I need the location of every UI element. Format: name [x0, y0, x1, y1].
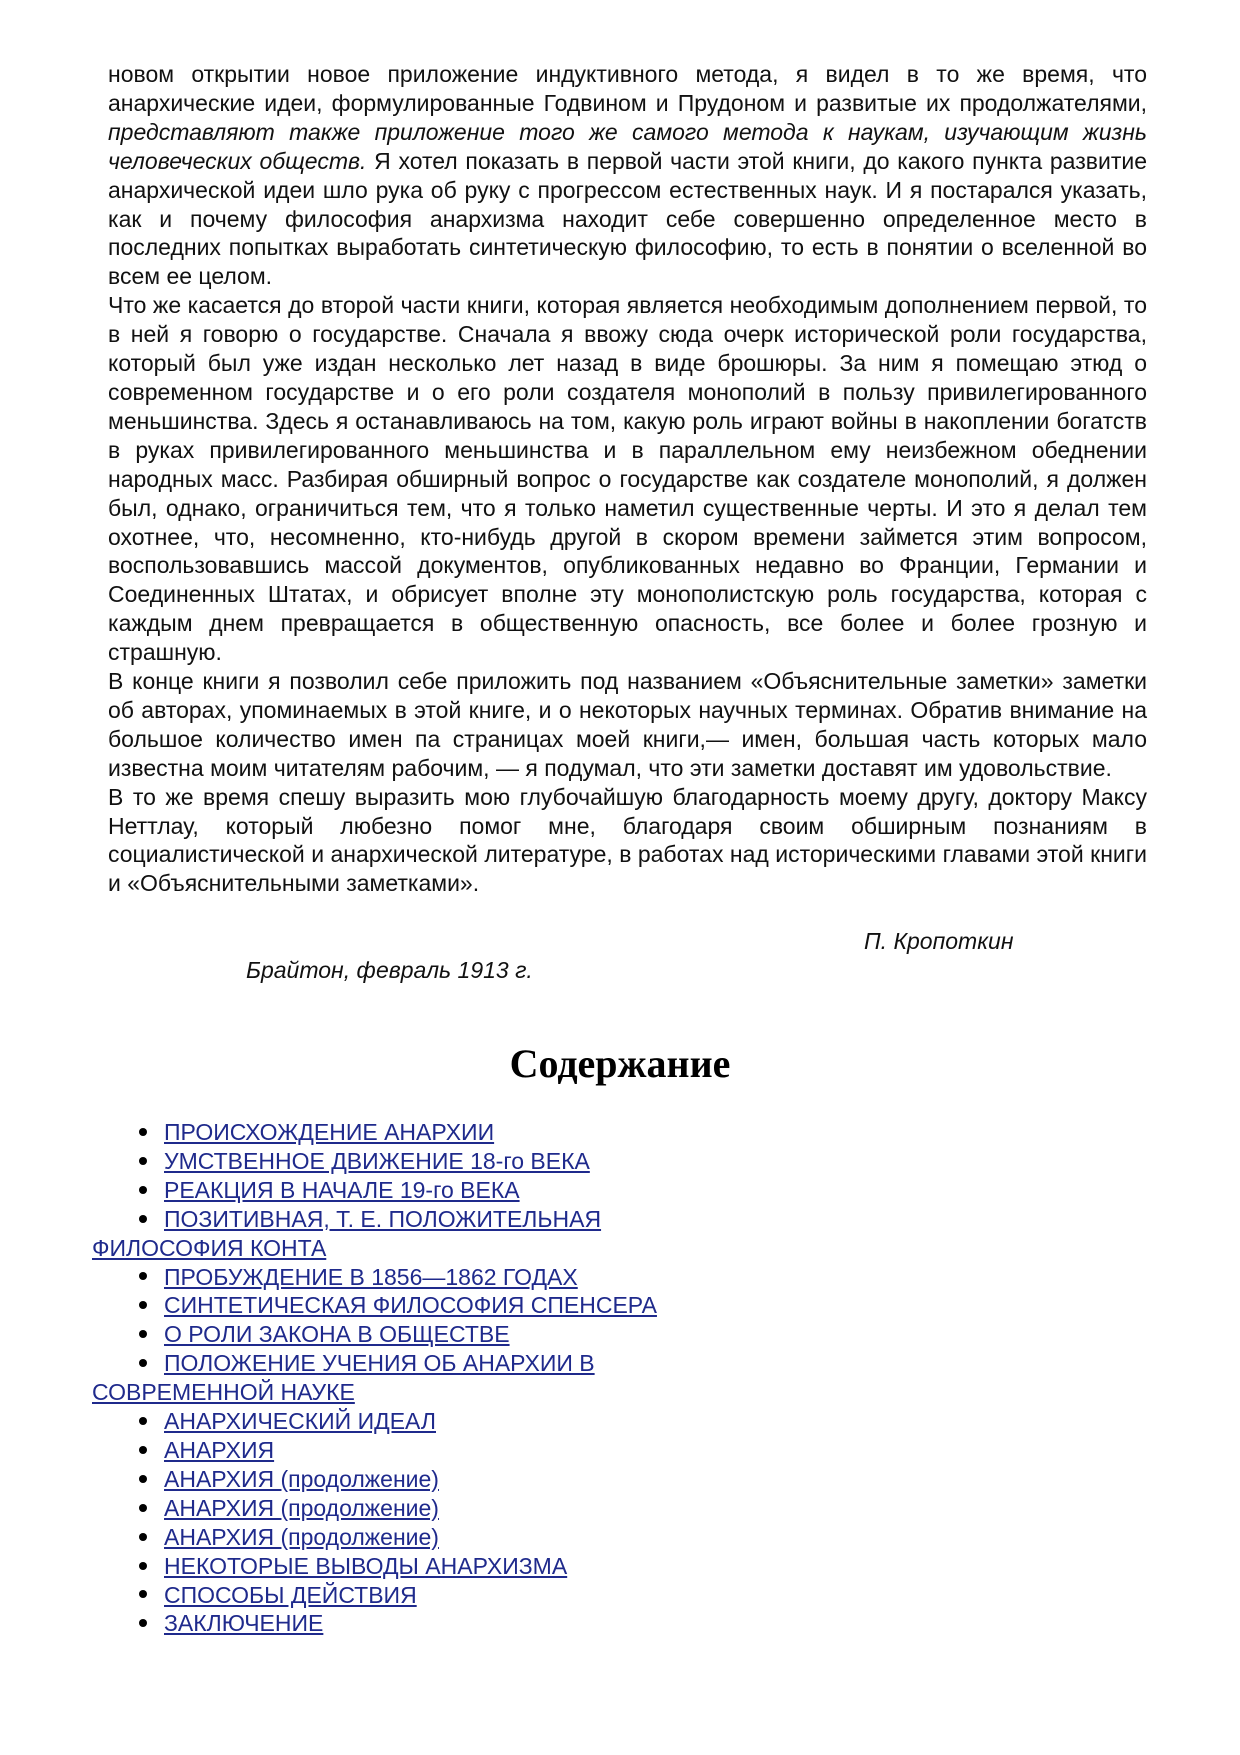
- contents-link[interactable]: АНАРХИЯ (продолжение): [164, 1494, 439, 1521]
- contents-item: [92, 1609, 1152, 1638]
- preface-text: [108, 60, 1147, 898]
- contents-item: [92, 1552, 1152, 1581]
- author-signature: П. Кропоткин: [864, 928, 1014, 954]
- contents-link[interactable]: О РОЛИ ЗАКОНА В ОБЩЕСТВЕ: [164, 1321, 510, 1348]
- contents-link[interactable]: АНАРХИЧЕСКИЙ ИДЕАЛ: [164, 1408, 436, 1435]
- contents-item-line: [92, 1436, 1152, 1465]
- contents-item: [92, 1465, 1152, 1494]
- contents-link[interactable]: АНАРХИЯ (продолжение): [164, 1523, 439, 1550]
- contents-item: [92, 1320, 1152, 1349]
- contents-link[interactable]: УМСТВЕННОЕ ДВИЖЕНИЕ 18-го ВЕКА: [164, 1147, 590, 1174]
- bullet-icon: [139, 1446, 147, 1454]
- contents-item-line: [92, 1349, 1152, 1378]
- place-date: Брайтон, февраль 1913 г.: [246, 957, 533, 983]
- paragraph-1-text-b: Я хотел показать в первой части этой книги, до какого пункта развитие анархической идеи шло рука об руку с прогрессом естественных наук. И я постарался указать, как и почему философия анархизма находит себе совершенно определенное место в последних попытках выработать синтетическую философию, то есть в понятии о вселенной во всем ее целом.: [108, 147, 1147, 290]
- bullet-icon: [139, 1128, 147, 1136]
- contents-item-line: [92, 1291, 1152, 1320]
- contents-item-line: [92, 1147, 1152, 1176]
- contents-item-line-continued: [92, 1378, 1152, 1407]
- bullet-icon: [139, 1417, 147, 1425]
- contents-link[interactable]: НЕКОТОРЫЕ ВЫВОДЫ АНАРХИЗМА: [164, 1552, 568, 1579]
- contents-item-line: [92, 1465, 1152, 1494]
- contents-link[interactable]: СПОСОБЫ ДЕЙСТВИЯ: [164, 1581, 417, 1608]
- contents-item: [92, 1407, 1152, 1436]
- contents-item: [92, 1494, 1152, 1523]
- paragraph-1: [108, 60, 1147, 291]
- contents-link[interactable]: ЗАКЛЮЧЕНИЕ: [164, 1610, 324, 1637]
- contents-link[interactable]: СИНТЕТИЧЕСКАЯ ФИЛОСОФИЯ СПЕНСЕРА: [164, 1292, 657, 1319]
- contents-item: [92, 1291, 1152, 1320]
- contents-item-line: [92, 1581, 1152, 1610]
- contents-link[interactable]: ПРОИСХОЖДЕНИЕ АНАРХИИ: [164, 1119, 495, 1145]
- contents-item: [92, 1205, 1152, 1263]
- contents-list: [92, 1118, 1152, 1638]
- contents-link-continued[interactable]: СОВРЕМЕННОЙ НАУКЕ: [92, 1379, 355, 1406]
- contents-link[interactable]: ПОЗИТИВНАЯ, Т. Е. ПОЛОЖИТЕЛЬНАЯ: [164, 1205, 602, 1232]
- bullet-icon: [139, 1186, 147, 1194]
- contents-item-line: [92, 1263, 1152, 1292]
- contents-item-line: [92, 1205, 1152, 1234]
- paragraph-4: В то же время спешу выразить мою глубочайшую благодарность моему другу, доктору Максу Неттлау, который любезно помог мне, благодаря своим обширным познаниям в социалистической и анархической литературе, в работах над историческими главами этой книги и «Объяснительными заметками».: [108, 783, 1147, 897]
- paragraph-3: В конце книги я позволил себе приложить под названием «Объяснительные заметки» заметки об авторах, упоминаемых в этой книге, и о некоторых научных терминах. Обратив внимание на большое количество имен па страницах моей книги,— имен, большая часть которых мало известна моим читателям рабочим, — я подумал, что эти заметки доставят им удовольствие.: [108, 668, 1147, 781]
- bullet-icon: [139, 1359, 147, 1367]
- bullet-icon: [139, 1272, 147, 1280]
- contents-item-line: [92, 1494, 1152, 1523]
- bullet-icon: [139, 1590, 147, 1598]
- contents-item: [92, 1118, 1152, 1147]
- contents-link[interactable]: ПОЛОЖЕНИЕ УЧЕНИЯ ОБ АНАРХИИ В: [164, 1350, 595, 1377]
- contents-link[interactable]: ПРОБУЖДЕНИЕ В 1856—1862 ГОДАХ: [164, 1263, 578, 1290]
- contents-item-line: [92, 1609, 1152, 1638]
- bullet-icon: [139, 1562, 147, 1570]
- bullet-icon: [139, 1504, 147, 1512]
- bullet-icon: [139, 1619, 147, 1627]
- contents-item-line: [92, 1118, 1152, 1147]
- contents-link[interactable]: РЕАКЦИЯ В НАЧАЛЕ 19-го ВЕКА: [164, 1176, 520, 1203]
- paragraph-2: Что же касается до второй части книги, которая является необходимым дополнением первой, то в ней я говорю о государстве. Сначала я ввожу сюда очерк исторической роли государства, который был уже издан несколько лет назад в виде брошюры. За ним я помещаю этюд о современном государстве и о его роли создателя монополий в пользу привилегированного меньшинства. Здесь я останавливаюсь на том, какую роль играют войны в накоплении богатств в руках привилегированного меньшинства и в параллельном ему неизбежном обеднении народных масс. Разбирая обширный вопрос о государстве как создателе монополий, я должен был, однако, ограничиться тем, что я только наметил существенные черты. И это я делал тем охотнее, что, несомненно, кто-нибудь другой в скором времени займется этим вопросом, воспользовавшись массой документов, опубликованных недавно во Франции, Германии и Соединенных Штатах, и обрисует вполне эту монополистскую роль государства, которая с каждым днем превращается в общественную опасность, все более и более грозную и страшную.: [108, 292, 1147, 666]
- contents-item-line: [92, 1176, 1152, 1205]
- contents-link-continued[interactable]: ФИЛОСОФИЯ КОНТА: [92, 1234, 327, 1261]
- contents-item-line: [92, 1523, 1152, 1552]
- paragraph-1-italic: представляют также приложение того же самого метода к наукам, изучающим жизнь человеческих обществ.: [108, 118, 1147, 174]
- contents-item-line-continued: [92, 1234, 1152, 1263]
- contents-item: [92, 1349, 1152, 1407]
- bullet-icon: [139, 1475, 147, 1483]
- contents-heading: Содержание: [509, 1041, 731, 1086]
- contents-item-line: [92, 1407, 1152, 1436]
- contents-item-line: [92, 1320, 1152, 1349]
- contents-item: [92, 1523, 1152, 1552]
- bullet-icon: [139, 1330, 147, 1338]
- contents-link[interactable]: АНАРХИЯ: [164, 1436, 275, 1463]
- bullet-icon: [139, 1157, 147, 1165]
- bullet-icon: [139, 1301, 147, 1309]
- contents-item: [92, 1147, 1152, 1176]
- contents-item-line: [92, 1552, 1152, 1581]
- contents-item: [92, 1436, 1152, 1465]
- bullet-icon: [139, 1533, 147, 1541]
- contents-item: [92, 1176, 1152, 1205]
- contents-item: [92, 1581, 1152, 1610]
- contents-link[interactable]: АНАРХИЯ (продолжение): [164, 1465, 439, 1492]
- contents-item: [92, 1263, 1152, 1292]
- bullet-icon: [139, 1215, 147, 1223]
- paragraph-1-text-a: новом открытии новое приложение индуктивного метода, я видел в то же время, что анархические идеи, формулированные Годвином и Прудоном и развитые их продолжателями,: [108, 61, 1147, 116]
